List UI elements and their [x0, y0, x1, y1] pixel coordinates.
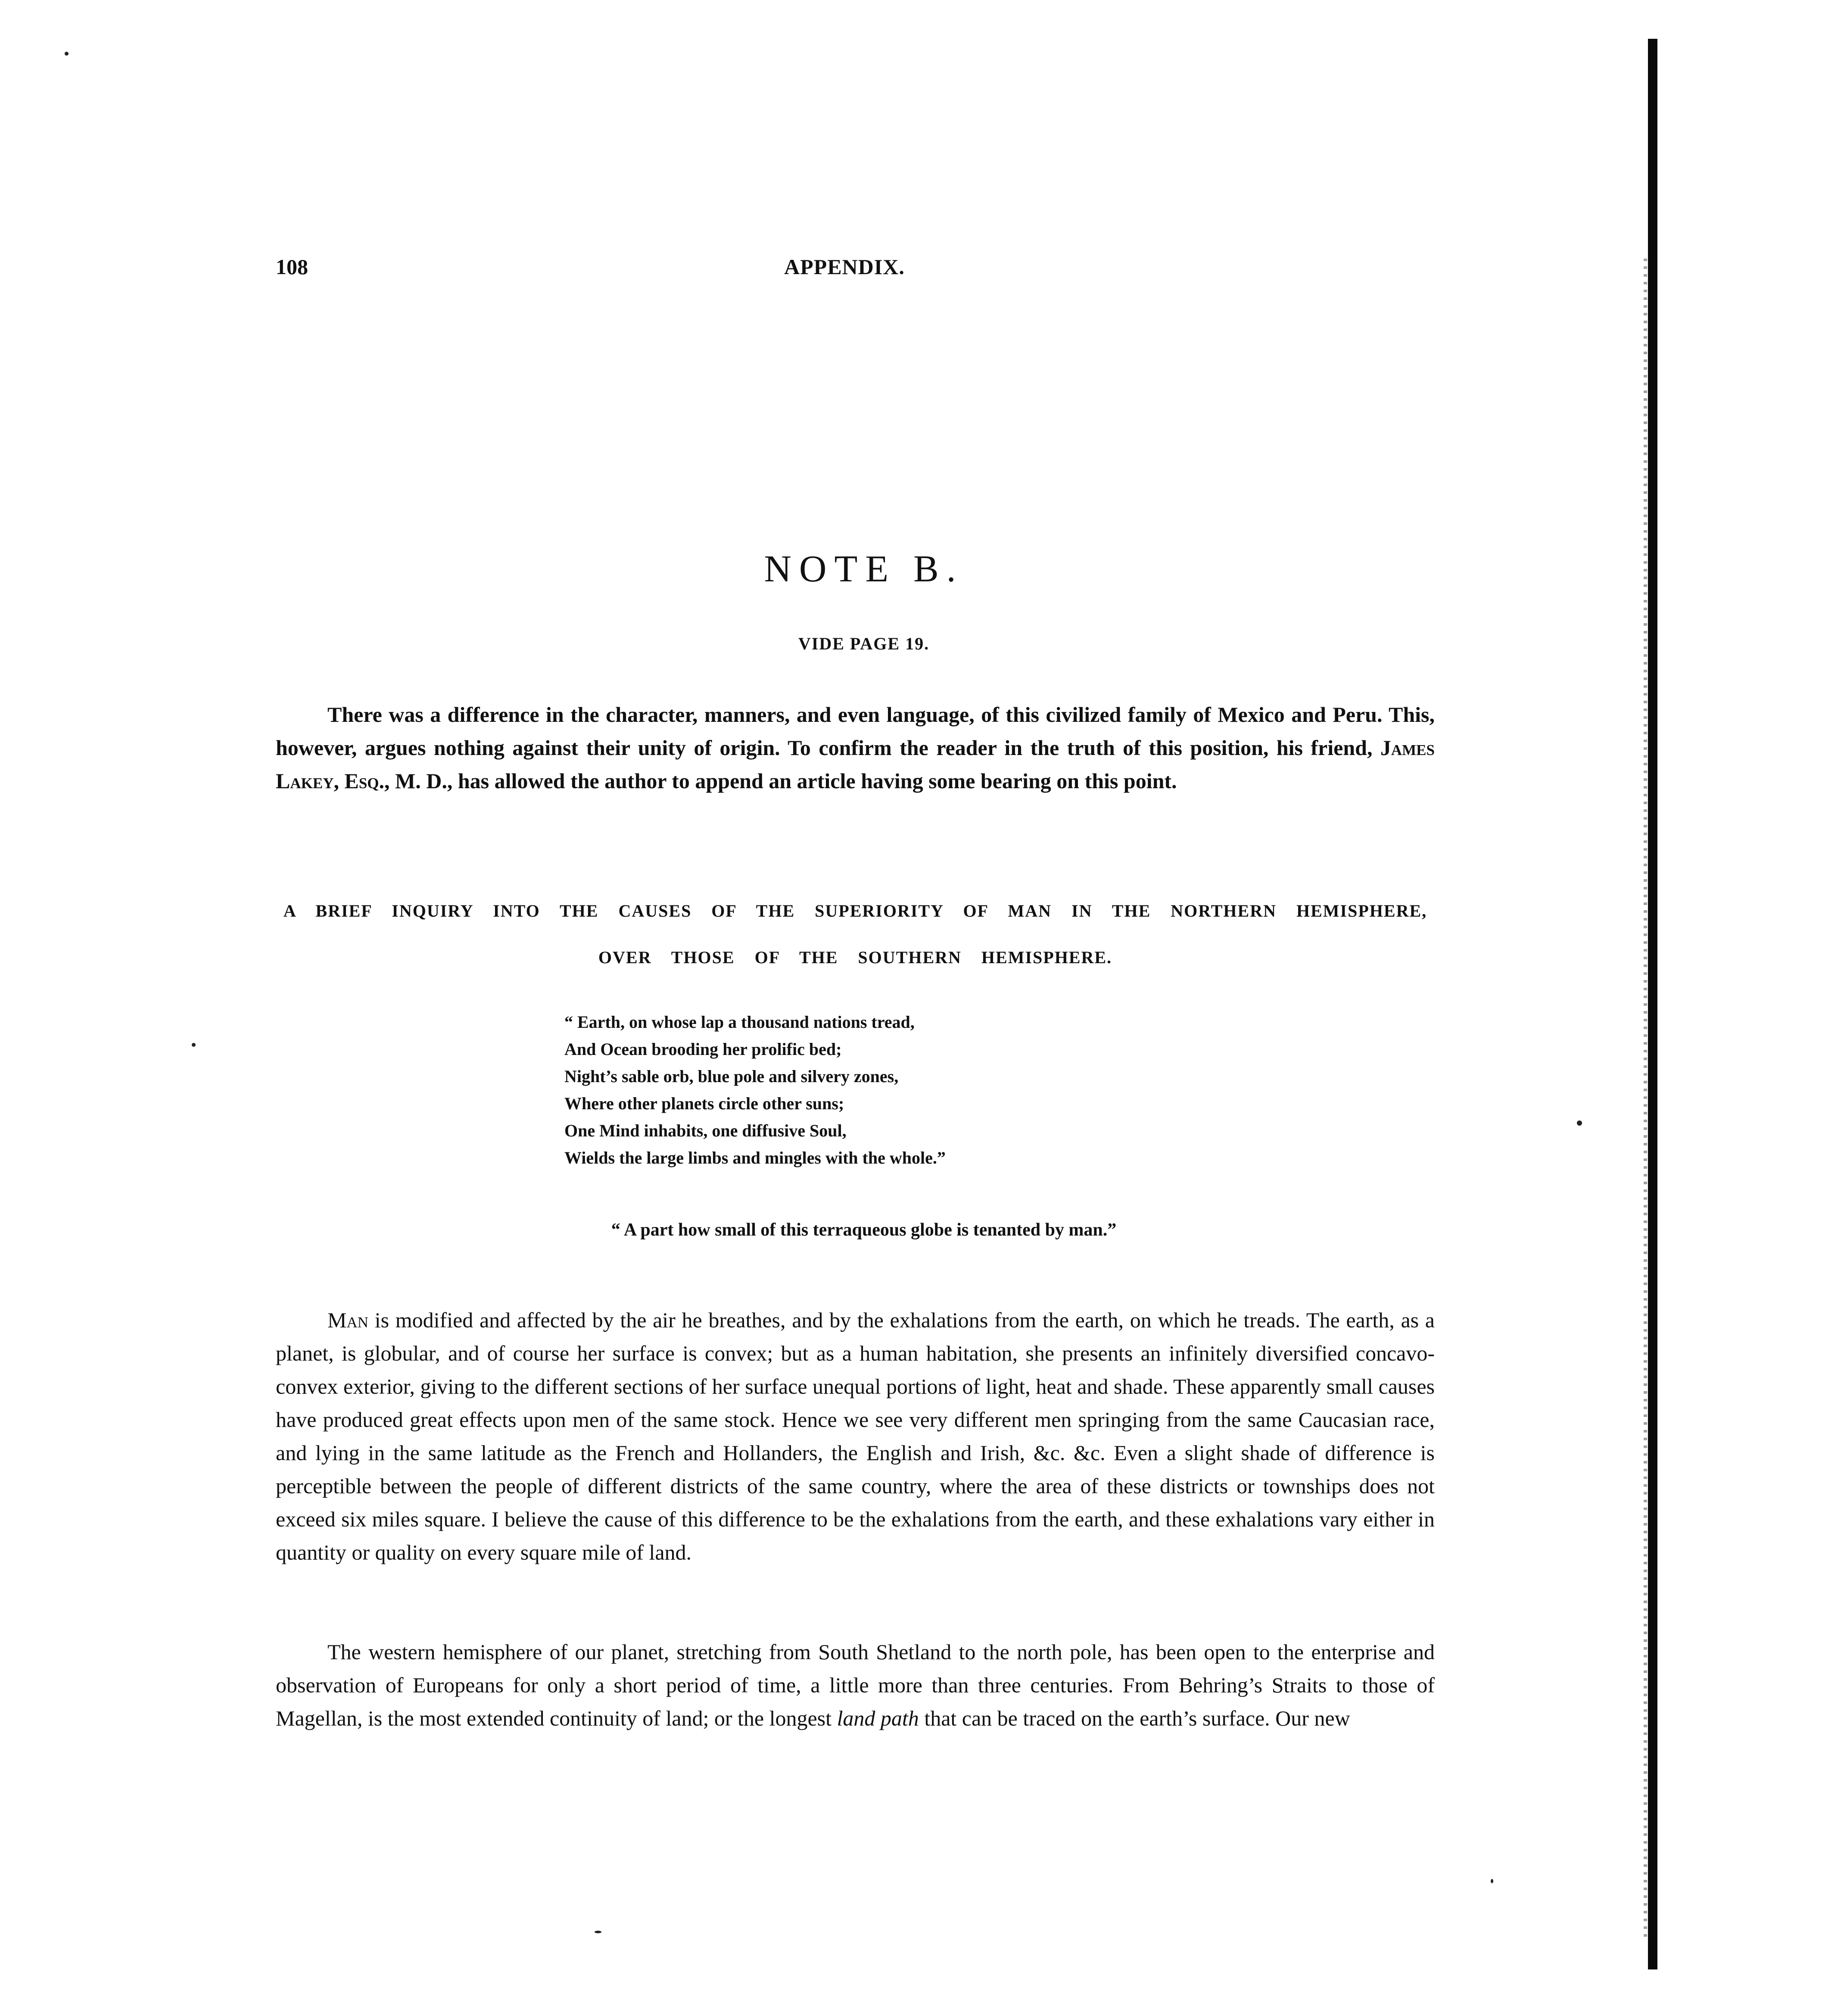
- poem-epigraph: [564, 1008, 1168, 1171]
- page-reference: VIDE PAGE 19.: [798, 634, 930, 653]
- poem-line: And Ocean brooding her prolific bed;: [564, 1039, 842, 1059]
- running-head: [276, 254, 1435, 293]
- binding-edge-texture: [1644, 259, 1647, 1939]
- poem-line: Wields the large limbs and mingles with the whole.”: [564, 1148, 946, 1167]
- paragraph-text: is modified and affected by the air he breathes, and by the exhalations from the earth, on which he treads. The earth, as a planet, is globular, and of course her surface is convex; but as a human habitation, she presents an infinitely diversified concavo-convex exterior, giving to the different sections of her surface unequal portions of light, heat and shade. These apparently small causes have produced great effects upon men of the same stock. Hence we see very different men springing from the same Caucasian race, and lying in the same latitude as the French and Hollanders, the English and Irish, &c. &c. Even a slight shade of difference is perceptible between the people of different districts of the same country, where the area of these districts or townships does not exceed six miles square. I believe the cause of this difference to be the exhalations from the earth, and these exhalations vary either in quantity or quality on every square mile of land.: [276, 1308, 1435, 1564]
- intro-text-part1: There was a difference in the character, manners, and even language, of this civilized family of Mexico and Peru. This, however, argues nothing against their unity of origin. To confirm the reader in the truth of this position, his friend,: [276, 702, 1435, 760]
- poem-line: Night’s sable orb, blue pole and silvery zones,: [564, 1067, 899, 1086]
- scan-speck: [192, 1043, 196, 1047]
- binding-edge-shadow: [1648, 39, 1657, 1969]
- page-number: 108: [276, 255, 308, 279]
- paragraph-lead-word: Man: [327, 1308, 369, 1332]
- running-title: APPENDIX.: [784, 255, 905, 279]
- scan-speck: [1577, 1120, 1582, 1126]
- intro-author-name: James Lakey, Esq.: [276, 736, 1435, 793]
- paragraph-text-part1: The western hemisphere of our planet, stretching from South Shetland to the north pole, has been open to the enterprise and observation of Europeans for only a short period of time, a little more than three centuries. From Behring’s Straits to those of Magellan, is the most extended continuity of land; or the longest: [276, 1640, 1435, 1730]
- scan-speck: [595, 1931, 601, 1933]
- article-heading: A BRIEF INQUIRY INTO THE CAUSES OF THE SUPERIORITY OF MAN IN THE NORTHERN HEMISPHERE, OVER THOSE OF THE SOUTHERN HEMISPHERE.: [283, 901, 1427, 967]
- body-paragraph-2: [276, 1635, 1435, 1735]
- scan-speck: [1491, 1879, 1493, 1883]
- poem-line: “ Earth, on whose lap a thousand nations tread,: [564, 1012, 915, 1032]
- quotation-epigraph: “ A part how small of this terraqueous globe is tenanted by man.”: [611, 1220, 1117, 1240]
- poem-line: One Mind inhabits, one diffusive Soul,: [564, 1121, 847, 1140]
- body-paragraph-1: [276, 1304, 1435, 1569]
- intro-text-part2: , M. D., has allowed the author to append an article having some bearing on this point.: [384, 769, 1177, 793]
- scan-speck: [65, 52, 69, 56]
- intro-paragraph: [276, 698, 1435, 798]
- poem-line: Where other planets circle other suns;: [564, 1094, 844, 1113]
- paragraph-text-part2: that can be traced on the earth’s surface. Our new: [919, 1706, 1350, 1730]
- note-title: NOTE B.: [764, 548, 964, 590]
- italic-phrase: land path: [837, 1706, 919, 1730]
